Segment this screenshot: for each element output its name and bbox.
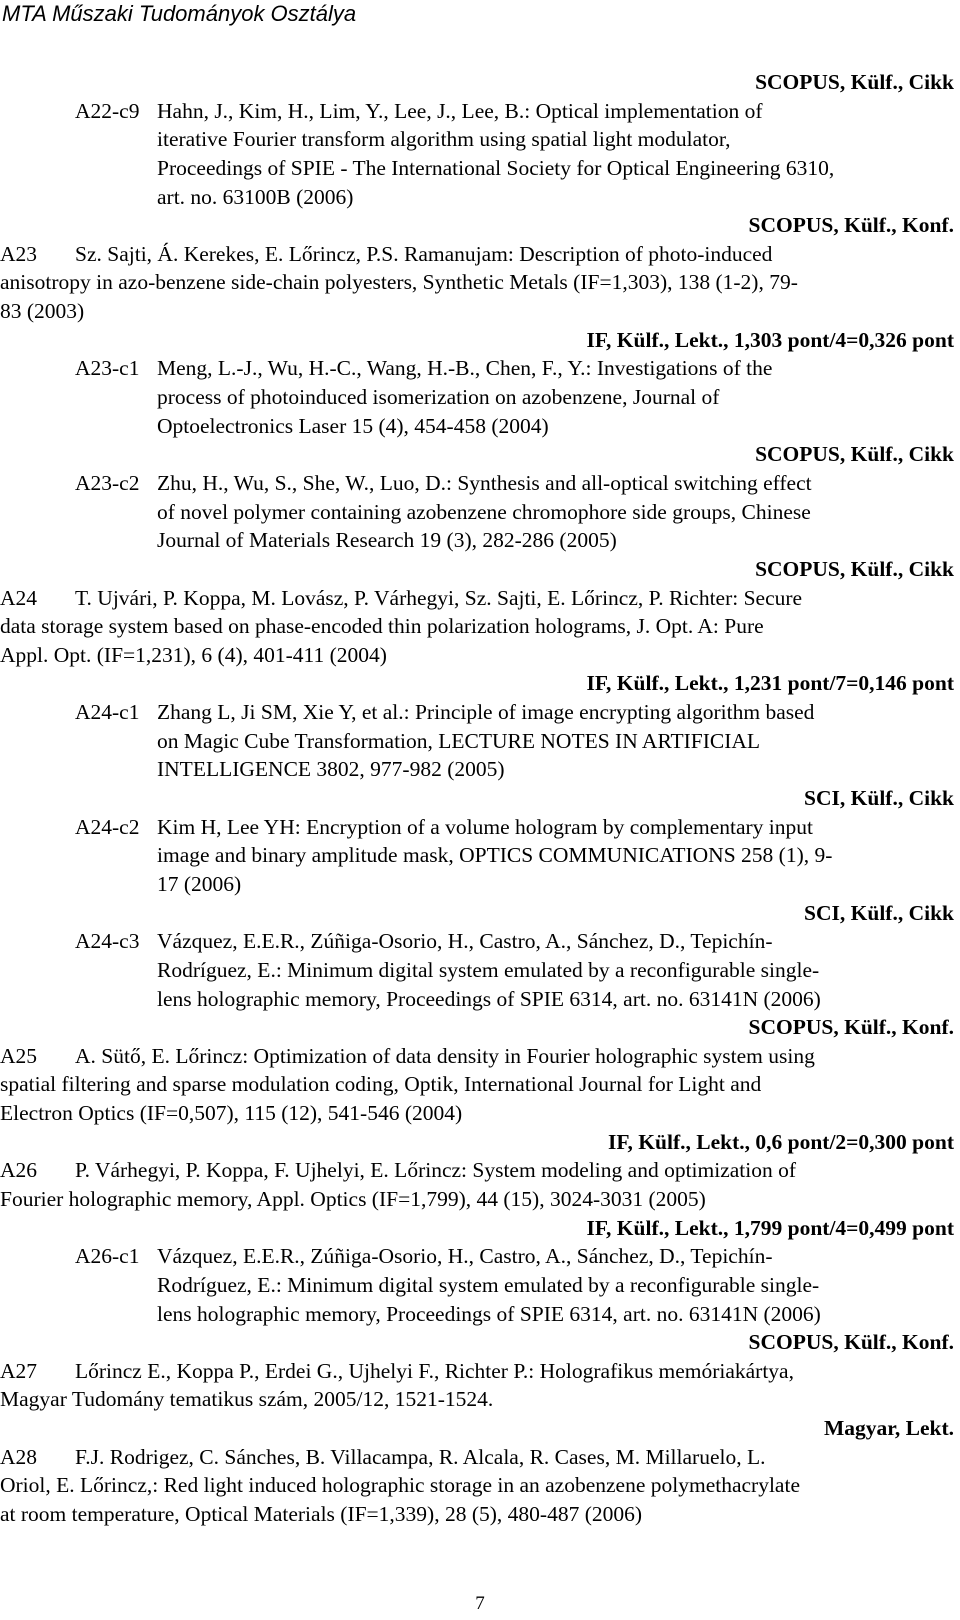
entry-label: A23 <box>0 241 38 266</box>
citation-entry <box>0 1443 958 1472</box>
citation-text-line <box>0 1500 958 1529</box>
citation-entry <box>0 1042 958 1071</box>
entry-text: Journal of Materials Research 19 (3), 282-286 (2005) <box>157 528 617 553</box>
entry-text: Electron Optics (IF=0,507), 115 (12), 541-546 (2004) <box>0 1101 463 1126</box>
entry-text: Kim H, Lee YH: Encryption of a volume hologram by complementary input <box>157 814 813 839</box>
citation-text-line <box>0 297 958 326</box>
citation-text-line <box>0 1099 958 1128</box>
entry-text: Proceedings of SPIE - The International Society for Optical Engineering 6310, <box>157 155 835 180</box>
citation-text-line <box>0 755 958 784</box>
entry-text: F.J. Rodrigez, C. Sánches, B. Villacampa, R. Alcala, R. Cases, M. Millaruelo, L. <box>75 1444 766 1469</box>
citation-entry <box>0 1357 958 1386</box>
entry-label: A25 <box>0 1043 38 1068</box>
citation-entry <box>0 97 958 126</box>
classification-line: SCI, Külf., Cikk <box>804 786 954 811</box>
classification-line: SCOPUS, Külf., Cikk <box>755 556 954 581</box>
classification-line: SCOPUS, Külf., Konf. <box>748 213 954 238</box>
entry-text: 83 (2003) <box>0 299 85 324</box>
entry-text: Rodríguez, E.: Minimum digital system emulated by a reconfigurable single- <box>157 1272 820 1297</box>
citation-text-line <box>0 383 958 412</box>
entry-text: iterative Fourier transform algorithm using spatial light modulator, <box>157 127 731 152</box>
classification-line: Magyar, Lekt. <box>824 1416 954 1441</box>
entry-label: A23-c2 <box>75 470 140 495</box>
entry-label: A24-c1 <box>75 700 140 725</box>
entry-label: A22-c9 <box>75 98 140 123</box>
citation-text-line <box>0 727 958 756</box>
citation-text-line <box>0 985 958 1014</box>
entry-text: INTELLIGENCE 3802, 977-982 (2005) <box>157 757 505 782</box>
citation-entry <box>0 240 958 269</box>
citation-entry <box>0 354 958 383</box>
citation-text-line <box>0 956 958 985</box>
entry-text: Optoelectronics Laser 15 (4), 454-458 (2004) <box>157 413 549 438</box>
classification-line: IF, Külf., Lekt., 1,799 pont/4=0,499 pont <box>586 1215 954 1240</box>
entry-text: Meng, L.-J., Wu, H.-C., Wang, H.-B., Chen, F., Y.: Investigations of the <box>157 356 773 381</box>
citation-entry <box>0 1156 958 1185</box>
entry-text: Lőrincz E., Koppa P., Erdei G., Ujhelyi F., Richter P.: Holografikus memóriakártya, <box>75 1358 794 1383</box>
entry-text: process of photoinduced isomerization on azobenzene, Journal of <box>157 385 720 410</box>
entry-text: P. Várhegyi, P. Koppa, F. Ujhelyi, E. Lőrincz: System modeling and optimization of <box>75 1158 797 1183</box>
citation-entry <box>0 469 958 498</box>
entry-text: data storage system based on phase-encoded thin polarization holograms, J. Opt. A: Pure <box>0 614 764 639</box>
citation-text-line <box>0 412 958 441</box>
citation-text-line <box>0 612 958 641</box>
citation-text-line <box>0 125 958 154</box>
citation-text-line <box>0 1300 958 1329</box>
citation-text-line <box>0 1271 958 1300</box>
citation-text-line <box>0 641 958 670</box>
entry-text: lens holographic memory, Proceedings of SPIE 6314, art. no. 63141N (2006) <box>157 986 821 1011</box>
entry-label: A27 <box>0 1358 38 1383</box>
classification-line: SCOPUS, Külf., Cikk <box>755 70 954 94</box>
page-number: 7 <box>475 1593 485 1614</box>
citation-text-line <box>0 1471 958 1500</box>
page-header: MTA Műszaki Tudományok Osztálya <box>2 1 357 26</box>
entry-text: Zhang L, Ji SM, Xie Y, et al.: Principle of image encrypting algorithm based <box>157 700 815 725</box>
citation-entry <box>0 1242 958 1271</box>
entry-label: A26-c1 <box>75 1244 140 1269</box>
classification-line: IF, Külf., Lekt., 1,303 pont/4=0,326 pont <box>586 327 954 352</box>
entry-text: on Magic Cube Transformation, LECTURE NOTES IN ARTIFICIAL <box>157 728 761 753</box>
entry-text: of novel polymer containing azobenzene chromophore side groups, Chinese <box>157 499 811 524</box>
citation-text-line <box>0 498 958 527</box>
citation-text-line <box>0 268 958 297</box>
classification-line: SCOPUS, Külf., Konf. <box>748 1330 954 1355</box>
citation-text-line <box>0 1070 958 1099</box>
entry-text: Zhu, H., Wu, S., She, W., Luo, D.: Synthesis and all-optical switching effect <box>157 470 812 495</box>
citation-text-line <box>0 183 958 212</box>
entry-text: Magyar Tudomány tematikus szám, 2005/12, 1521-1524. <box>0 1387 494 1412</box>
entry-text: Oriol, E. Lőrincz,: Red light induced holographic storage in an azobenzene polymethacrylate <box>0 1473 800 1498</box>
entry-text: spatial filtering and sparse modulation coding, Optik, International Journal for Light and <box>0 1072 762 1097</box>
citation-text-line <box>0 154 958 183</box>
citation-text-line <box>0 870 958 899</box>
entry-text: lens holographic memory, Proceedings of SPIE 6314, art. no. 63141N (2006) <box>157 1301 821 1326</box>
entry-text: Sz. Sajti, Á. Kerekes, E. Lőrincz, P.S. Ramanujam: Description of photo-induced <box>75 241 773 266</box>
entry-text: 17 (2006) <box>157 871 242 896</box>
citation-entry <box>0 813 958 842</box>
classification-line: SCOPUS, Külf., Cikk <box>755 442 954 467</box>
citation-entry <box>0 698 958 727</box>
entry-label: A24-c3 <box>75 929 140 954</box>
classification-line: IF, Külf., Lekt., 0,6 pont/2=0,300 pont <box>608 1129 954 1154</box>
entry-text: Vázquez, E.E.R., Zúñiga-Osorio, H., Castro, A., Sánchez, D., Tepichín- <box>157 1244 773 1269</box>
citation-text-line <box>0 841 958 870</box>
citation-list <box>0 68 958 1529</box>
entry-text: T. Ujvári, P. Koppa, M. Lovász, P. Várhegyi, Sz. Sajti, E. Lőrincz, P. Richter: Secure <box>75 585 803 610</box>
entry-label: A24-c2 <box>75 814 140 839</box>
entry-text: A. Sütő, E. Lőrincz: Optimization of data density in Fourier holographic system using <box>75 1043 815 1068</box>
entry-text: Hahn, J., Kim, H., Lim, Y., Lee, J., Lee, B.: Optical implementation of <box>157 98 763 123</box>
entry-text: art. no. 63100B (2006) <box>157 184 354 209</box>
entry-label: A26 <box>0 1158 38 1183</box>
citation-text-line <box>0 526 958 555</box>
entry-label: A23-c1 <box>75 356 140 381</box>
classification-line: SCOPUS, Külf., Konf. <box>748 1015 954 1040</box>
citation-entry <box>0 927 958 956</box>
classification-line: SCI, Külf., Cikk <box>804 900 954 925</box>
entry-text: Appl. Opt. (IF=1,231), 6 (4), 401-411 (2004) <box>0 642 387 667</box>
entry-text: anisotropy in azo-benzene side-chain polyesters, Synthetic Metals (IF=1,303), 138 (1-2), 79- <box>0 270 798 295</box>
entry-label: A28 <box>0 1444 38 1469</box>
entry-text: Fourier holographic memory, Appl. Optics (IF=1,799), 44 (15), 3024-3031 (2005) <box>0 1186 706 1211</box>
citation-text-line <box>0 1185 958 1214</box>
entry-text: Vázquez, E.E.R., Zúñiga-Osorio, H., Castro, A., Sánchez, D., Tepichín- <box>157 929 773 954</box>
citation-text-line <box>0 1385 958 1414</box>
entry-text: image and binary amplitude mask, OPTICS COMMUNICATIONS 258 (1), 9- <box>157 843 833 868</box>
citation-entry <box>0 584 958 613</box>
entry-label: A24 <box>0 585 38 610</box>
entry-text: at room temperature, Optical Materials (IF=1,339), 28 (5), 480-487 (2006) <box>0 1502 643 1527</box>
entry-text: Rodríguez, E.: Minimum digital system emulated by a reconfigurable single- <box>157 957 820 982</box>
classification-line: IF, Külf., Lekt., 1,231 pont/7=0,146 pont <box>586 671 954 696</box>
